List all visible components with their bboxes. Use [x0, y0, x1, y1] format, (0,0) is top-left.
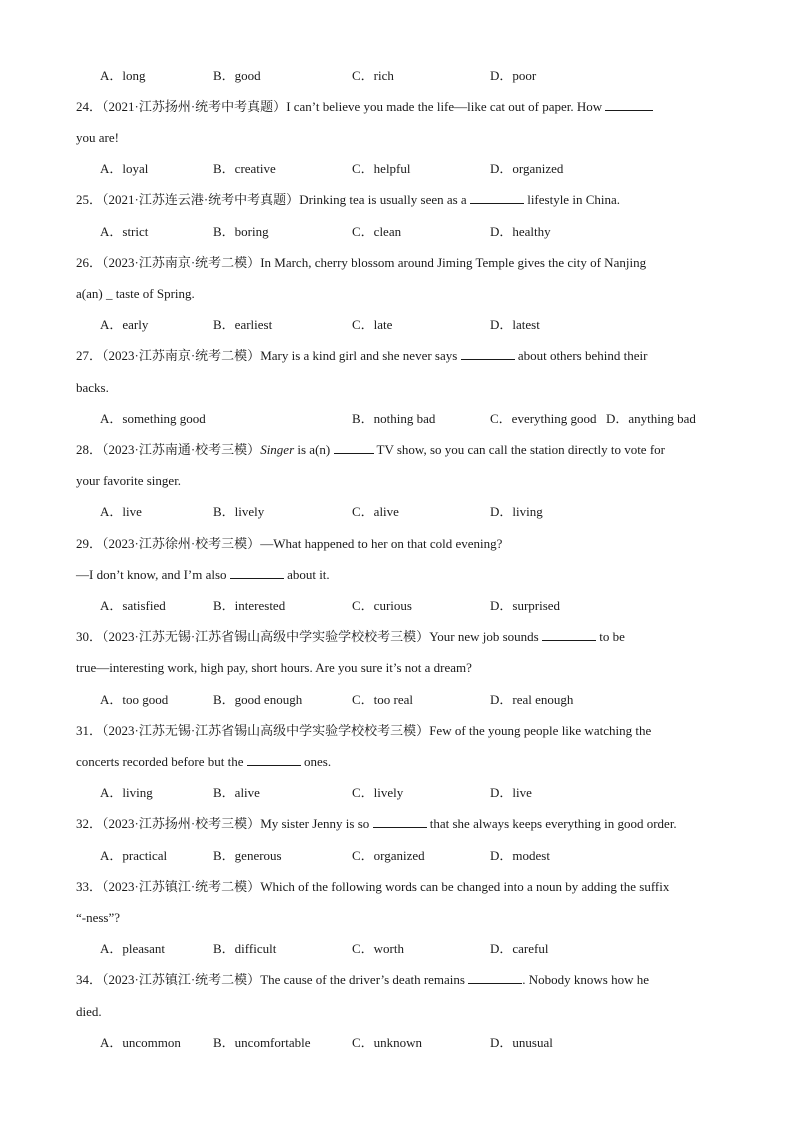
- q30-option-c[interactable]: C．too real: [352, 692, 414, 707]
- q28-option-d[interactable]: D．living: [490, 504, 543, 519]
- q30-stem-line1: [76, 628, 722, 646]
- q32-text-b: that she always keeps everything in good order.: [426, 816, 677, 831]
- q31-stem-line1: [76, 722, 722, 740]
- q28-source: （2023·江苏南通·校考三模）: [102, 442, 261, 457]
- q28-option-c[interactable]: C．alive: [352, 504, 399, 519]
- q32-option-c[interactable]: C．organized: [352, 848, 425, 863]
- q27-stem-line1: [76, 347, 722, 365]
- q29-option-a[interactable]: A．satisfied: [100, 598, 166, 613]
- q30-blank: [542, 628, 596, 641]
- q27-number: 27．: [76, 348, 103, 363]
- q23-option-d[interactable]: D．poor: [490, 68, 537, 83]
- q24-options: [100, 160, 734, 178]
- q24-text-b: you are!: [76, 130, 119, 145]
- q25-options: [100, 223, 734, 241]
- q31-stem-line2: [76, 753, 722, 771]
- q32-number: 32．: [76, 816, 103, 831]
- q27-source: （2023·江苏南京·统考二模）: [102, 348, 261, 363]
- q33-option-b[interactable]: B．difficult: [213, 941, 277, 956]
- q32-option-a[interactable]: A．practical: [100, 848, 168, 863]
- q32-stem-line1: [76, 815, 722, 833]
- q27-blank: [461, 347, 515, 360]
- q33-option-a[interactable]: A．pleasant: [100, 941, 165, 956]
- q33-stem-line2: [76, 909, 722, 927]
- q28-show-name: Singer: [260, 442, 295, 457]
- q30-number: 30．: [76, 629, 103, 644]
- q23-option-a[interactable]: A．long: [100, 68, 146, 83]
- q29-stem-line2: [76, 566, 722, 584]
- q30-text-b: to be: [596, 629, 625, 644]
- q31-option-c[interactable]: C．lively: [352, 785, 404, 800]
- q23-option-b[interactable]: B．good: [213, 68, 261, 83]
- q28-text-b: TV show, so you can call the station directly to vote for: [373, 442, 665, 457]
- q27-options: [100, 410, 734, 428]
- q31-text-a: Few of the young people like watching the: [429, 723, 652, 738]
- q34-option-d[interactable]: D．unusual: [490, 1035, 553, 1050]
- q30-stem-line2: [76, 659, 722, 677]
- q26-stem-line2: [76, 285, 722, 303]
- q27-option-b[interactable]: B．nothing bad: [352, 411, 436, 426]
- q27-option-a[interactable]: A．something good: [100, 411, 206, 426]
- q29-text-c: about it.: [283, 567, 330, 582]
- q33-source: （2023·江苏镇江·统考二模）: [102, 879, 261, 894]
- q25-option-b[interactable]: B．boring: [213, 224, 269, 239]
- q32-blank: [373, 815, 427, 828]
- q24-stem-line2: [76, 129, 722, 147]
- q27-text-c: backs.: [76, 380, 109, 395]
- q32-options: [100, 847, 734, 865]
- q32-source: （2023·江苏扬州·校考三模）: [102, 816, 261, 831]
- q26-option-c[interactable]: C．late: [352, 317, 393, 332]
- q26-number: 26．: [76, 255, 103, 270]
- q24-text-a: I can’t believe you made the life—like cat out of paper. How: [286, 99, 606, 114]
- q26-source: （2023·江苏南京·统考二模）: [102, 255, 261, 270]
- q24-option-b[interactable]: B．creative: [213, 161, 276, 176]
- q31-option-d[interactable]: D．live: [490, 785, 532, 800]
- q24-option-c[interactable]: C．helpful: [352, 161, 411, 176]
- q25-stem-line1: [76, 191, 722, 209]
- q34-source: （2023·江苏镇江·统考二模）: [102, 972, 261, 987]
- q34-text-a: The cause of the driver’s death remains: [260, 972, 469, 987]
- q29-stem-line1: [76, 535, 722, 553]
- q26-option-a[interactable]: A．early: [100, 317, 149, 332]
- q24-source: （2021·江苏扬州·统考中考真题）: [102, 99, 287, 114]
- q33-option-d[interactable]: D．careful: [490, 941, 549, 956]
- q33-options: [100, 940, 734, 958]
- q29-options: [100, 597, 734, 615]
- q34-text-c: died.: [76, 1004, 102, 1019]
- q34-text-b: . Nobody knows how he: [522, 972, 649, 987]
- q29-number: 29．: [76, 536, 103, 551]
- q25-number: 25．: [76, 192, 103, 207]
- q29-option-d[interactable]: D．surprised: [490, 598, 561, 613]
- q31-option-b[interactable]: B．alive: [213, 785, 260, 800]
- q29-blank: [230, 566, 284, 579]
- q30-options: [100, 691, 734, 709]
- q33-text-b: “-ness”?: [76, 910, 121, 925]
- q34-option-b[interactable]: B．uncomfortable: [213, 1035, 311, 1050]
- q34-stem-line1: [76, 971, 722, 989]
- q26-stem-line1: [76, 254, 722, 272]
- q26-text-a: In March, cherry blossom around Jiming Temple gives the city of Nanjing: [260, 255, 647, 270]
- q24-option-d[interactable]: D．organized: [490, 161, 564, 176]
- q32-text-a: My sister Jenny is so: [260, 816, 373, 831]
- q31-option-a[interactable]: A．living: [100, 785, 153, 800]
- q30-text-c: true—interesting work, high pay, short hours. Are you sure it’s not a dream?: [76, 660, 472, 675]
- q34-blank: [468, 971, 522, 984]
- q26-option-b[interactable]: B．earliest: [213, 317, 273, 332]
- q32-option-d[interactable]: D．modest: [490, 848, 550, 863]
- q34-stem-line2: [76, 1003, 722, 1021]
- q25-option-a[interactable]: A．strict: [100, 224, 149, 239]
- q24-blank: [605, 98, 653, 111]
- q29-source: （2023·江苏徐州·校考三模）: [102, 536, 261, 551]
- q27-option-c[interactable]: C．everything good: [490, 411, 597, 426]
- q27-text-b: about others behind their: [514, 348, 648, 363]
- q25-option-c[interactable]: C．clean: [352, 224, 402, 239]
- q28-option-a[interactable]: A．live: [100, 504, 142, 519]
- q30-option-d[interactable]: D．real enough: [490, 692, 574, 707]
- q24-stem-line1: [76, 98, 722, 116]
- q28-text-c: your favorite singer.: [76, 473, 182, 488]
- q33-stem-line1: [76, 878, 722, 896]
- q25-option-d[interactable]: D．healthy: [490, 224, 551, 239]
- q27-option-d[interactable]: D．anything bad: [606, 411, 696, 426]
- q28-number: 28．: [76, 442, 103, 457]
- q27-stem-line2: [76, 379, 722, 397]
- q26-options: [100, 316, 734, 334]
- q25-source: （2021·江苏连云港·统考中考真题）: [102, 192, 300, 207]
- q31-text-c: ones.: [300, 754, 332, 769]
- q30-text-a: Your new job sounds: [429, 629, 542, 644]
- q24-number: 24．: [76, 99, 103, 114]
- q26-text-b: a(an) _ taste of Spring.: [76, 286, 195, 301]
- q28-options: [100, 503, 734, 521]
- q28-option-b[interactable]: B．lively: [213, 504, 265, 519]
- q31-options: [100, 784, 734, 802]
- q29-option-b[interactable]: B．interested: [213, 598, 286, 613]
- q23-options: [100, 67, 734, 85]
- q31-source: （2023·江苏无锡·江苏省锡山高级中学实验学校校考三模）: [102, 723, 430, 738]
- q34-option-a[interactable]: A．uncommon: [100, 1035, 181, 1050]
- q28-text-a: is a(n): [294, 442, 334, 457]
- q32-option-b[interactable]: B．generous: [213, 848, 282, 863]
- q34-number: 34．: [76, 972, 103, 987]
- q31-text-b: concerts recorded before but the: [76, 754, 247, 769]
- q34-options: [100, 1034, 734, 1052]
- q33-option-c[interactable]: C．worth: [352, 941, 405, 956]
- q29-text-b: —I don’t know, and I’m also: [76, 567, 230, 582]
- q34-option-c[interactable]: C．unknown: [352, 1035, 423, 1050]
- q29-option-c[interactable]: C．curious: [352, 598, 412, 613]
- q30-source: （2023·江苏无锡·江苏省锡山高级中学实验学校校考三模）: [102, 629, 430, 644]
- q33-number: 33．: [76, 879, 103, 894]
- q33-text-a: Which of the following words can be changed into a noun by adding the suffix: [260, 879, 670, 894]
- q30-option-b[interactable]: B．good enough: [213, 692, 303, 707]
- q29-text-a: —What happened to her on that cold evening?: [260, 536, 503, 551]
- q23-option-c[interactable]: C．rich: [352, 68, 394, 83]
- q25-blank: [470, 191, 524, 204]
- q28-stem-line1: [76, 441, 722, 459]
- q24-option-a[interactable]: A．loyal: [100, 161, 149, 176]
- q27-text-a: Mary is a kind girl and she never says: [260, 348, 461, 363]
- q28-stem-line2: [76, 472, 722, 490]
- q30-option-a[interactable]: A．too good: [100, 692, 169, 707]
- q28-blank: [334, 441, 374, 454]
- q25-text-b: lifestyle in China.: [523, 192, 620, 207]
- q31-blank: [247, 753, 301, 766]
- q26-option-d[interactable]: D．latest: [490, 317, 540, 332]
- q31-number: 31．: [76, 723, 103, 738]
- q25-text-a: Drinking tea is usually seen as a: [299, 192, 470, 207]
